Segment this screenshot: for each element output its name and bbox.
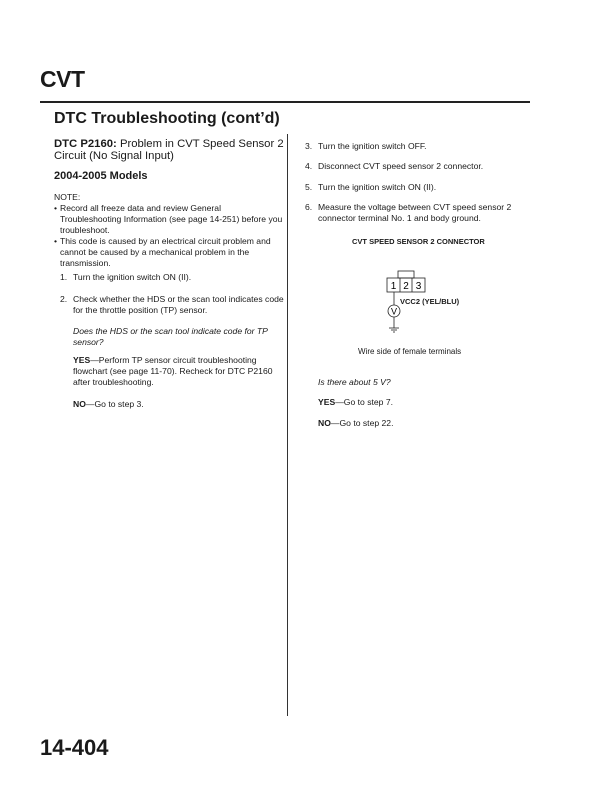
ground-icon — [389, 328, 399, 332]
section-header: CVT — [40, 66, 85, 92]
step-number: 2. — [60, 294, 68, 304]
step-1 — [60, 272, 285, 283]
pin-2: 2 — [403, 281, 409, 292]
step-text: Turn the ignition switch ON (II). — [318, 182, 437, 192]
no-answer — [318, 418, 393, 429]
step-number: 1. — [60, 272, 68, 282]
step-number: 5. — [305, 182, 313, 192]
step-number: 3. — [305, 141, 313, 151]
step-3 — [305, 141, 525, 152]
wire-label: VCC2 (YEL/BLU) — [400, 297, 460, 306]
step-text: Disconnect CVT speed sensor 2 connector. — [318, 161, 484, 171]
step-4 — [305, 161, 525, 172]
dtc-code: DTC P2160: — [54, 138, 117, 150]
note-item: • This code is caused by an electrical circuit problem and cannot be caused by a mechanical problem in the transmission. — [54, 236, 284, 269]
no-answer — [73, 399, 278, 410]
yes-label: YES — [73, 355, 91, 365]
note-block — [54, 192, 284, 269]
yes-answer — [73, 355, 278, 388]
pin-3: 3 — [415, 281, 422, 292]
question: Is there about 5 V? — [318, 377, 391, 387]
step-5 — [305, 182, 525, 193]
step-text: Turn the ignition switch ON (II). — [73, 272, 192, 282]
no-text: —Go to step 3. — [85, 399, 144, 409]
no-label: NO — [318, 418, 331, 428]
yes-text: —Go to step 7. — [335, 397, 394, 407]
step-2 — [60, 294, 285, 316]
pin-1: 1 — [390, 281, 397, 292]
step-number: 4. — [305, 161, 313, 171]
page-number: 14-404 — [40, 735, 109, 760]
column-divider — [287, 134, 288, 716]
models-heading: 2004-2005 Models — [54, 170, 148, 182]
dtc-description: Problem in CVT Speed Sensor 2 Circuit (No Signal Input) — [54, 138, 284, 162]
no-text: —Go to step 22. — [330, 418, 394, 428]
connector-latch — [398, 271, 414, 278]
voltmeter-label: V — [390, 306, 398, 317]
yes-text: —Perform TP sensor circuit troubleshooting flowchart (see page 11-70). Recheck for DTC P2160 after troubleshooting. — [73, 355, 273, 387]
step-number: 6. — [305, 202, 313, 212]
note-label: NOTE: — [54, 192, 81, 202]
note-item: • Record all freeze data and review General Troubleshooting Information (see page 14-251) before you troubleshoot. — [54, 203, 284, 236]
question: Does the HDS or the scan tool indicate code for TP sensor? — [73, 326, 268, 347]
step-text: Turn the ignition switch OFF. — [318, 141, 427, 151]
step-6 — [305, 202, 525, 224]
page-title: DTC Troubleshooting (cont’d) — [54, 110, 280, 127]
step-text: Check whether the HDS or the scan tool indicates code for the throttle position (TP) sensor. — [73, 294, 284, 315]
yes-label: YES — [318, 397, 336, 407]
header-rule — [40, 101, 530, 103]
yes-answer — [318, 397, 393, 408]
no-label: NO — [73, 399, 86, 409]
diagram-title: CVT SPEED SENSOR 2 CONNECTOR — [352, 237, 485, 246]
diagram-caption: Wire side of female terminals — [358, 347, 462, 356]
dtc-heading — [54, 139, 289, 162]
step-text: Measure the voltage between CVT speed sensor 2 connector terminal No. 1 and body ground. — [318, 202, 512, 223]
